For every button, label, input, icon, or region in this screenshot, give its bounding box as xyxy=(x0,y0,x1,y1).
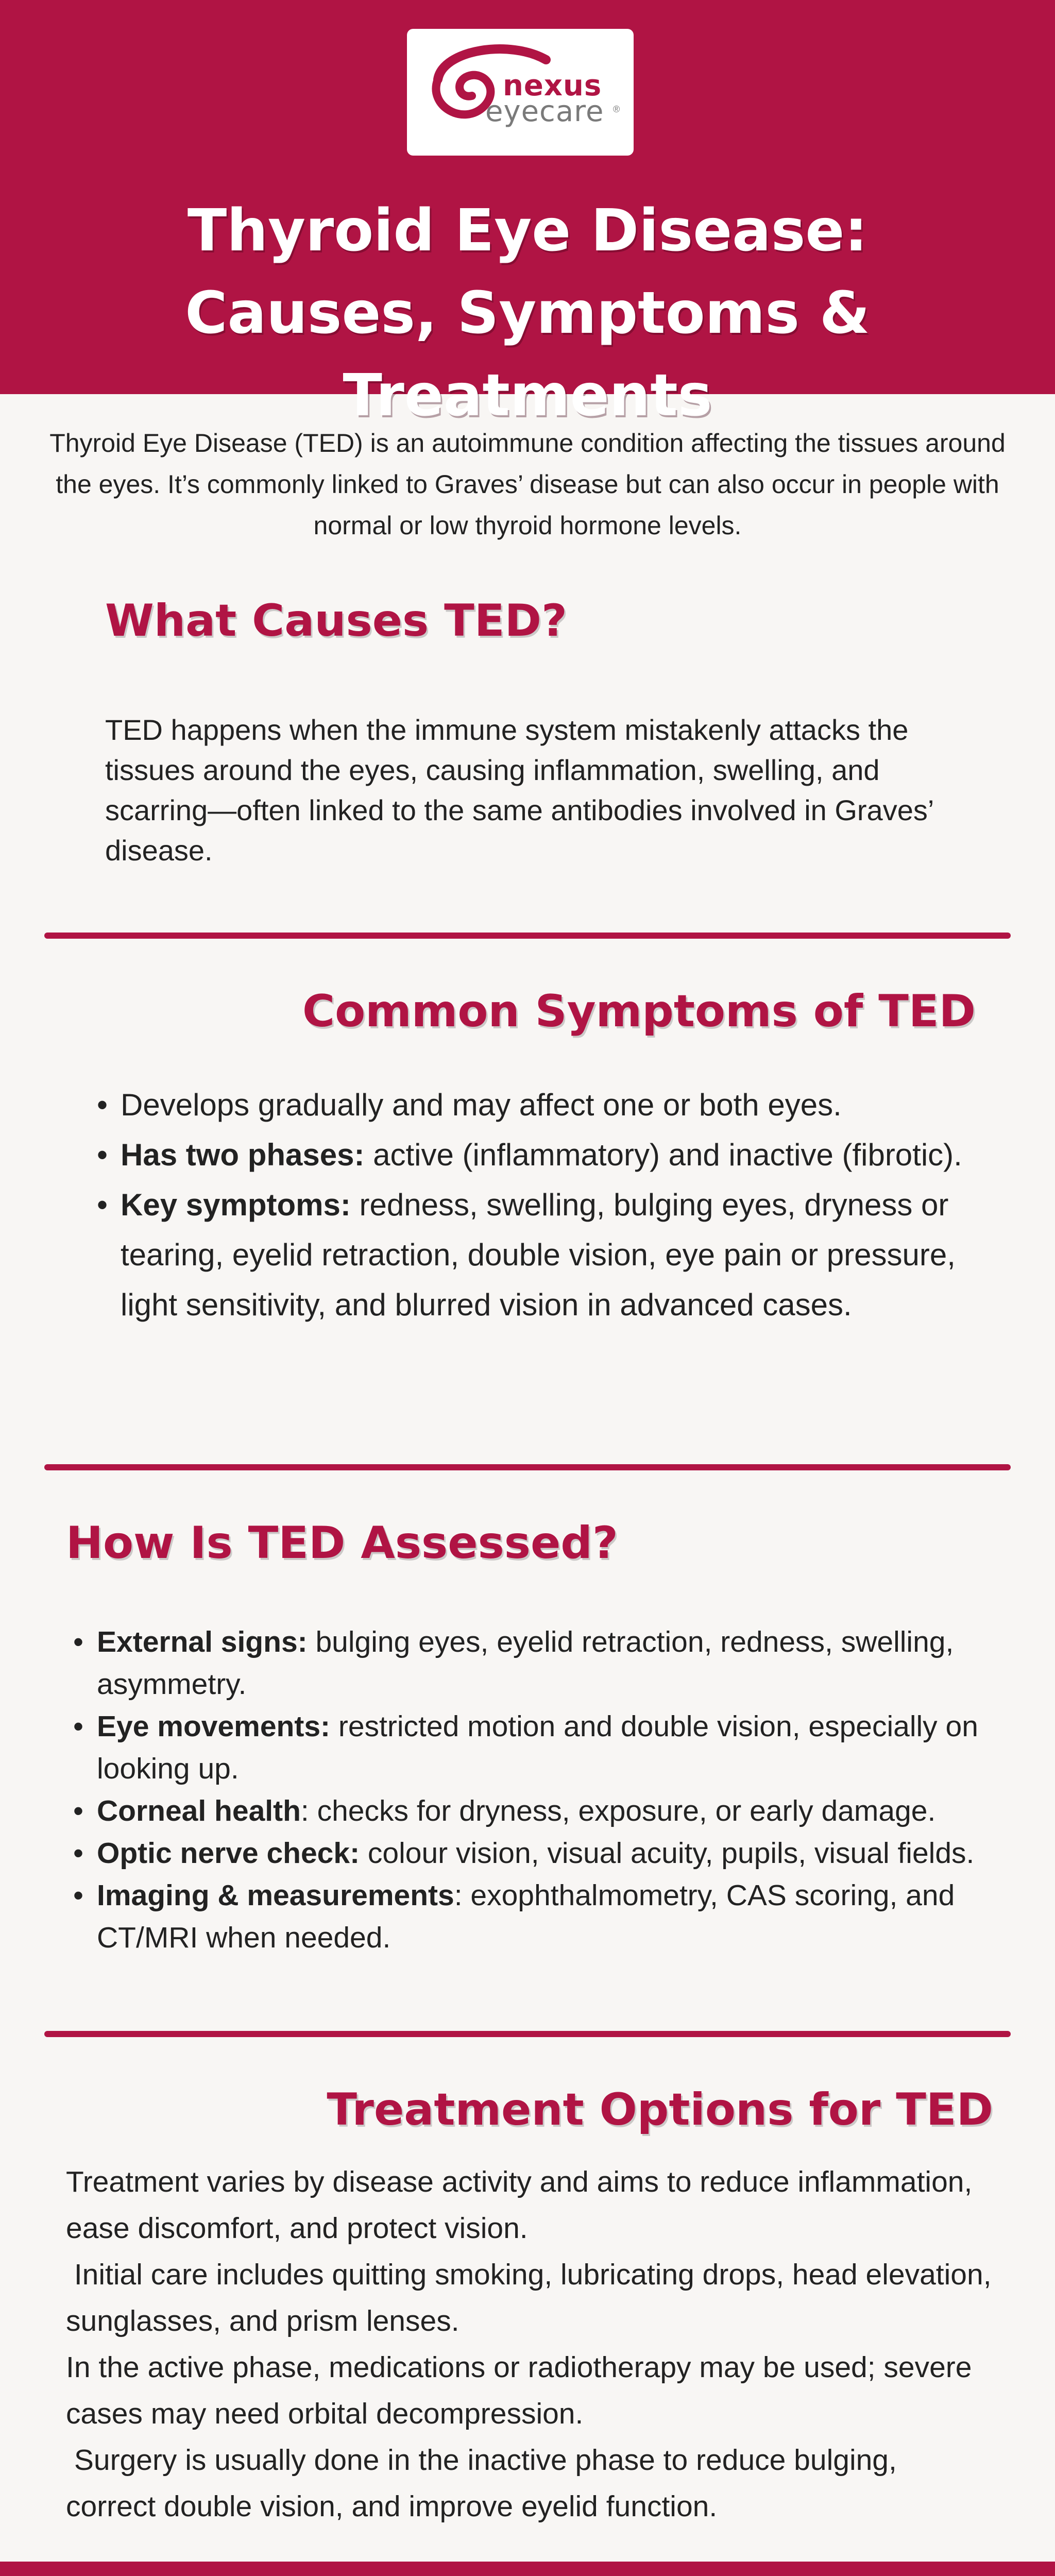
item-label: Eye movements: xyxy=(97,1710,331,1743)
bullet-icon: • xyxy=(73,1710,83,1743)
item-label: Optic nerve check: xyxy=(97,1837,360,1870)
section-divider xyxy=(44,1464,1011,1470)
list-item xyxy=(97,1180,965,1330)
symptoms-heading: Common Symptoms of TED xyxy=(302,986,976,1037)
item-label: Has two phases: xyxy=(121,1138,365,1172)
item-label: Key symptoms: xyxy=(121,1188,351,1222)
bullet-icon: • xyxy=(73,1794,83,1827)
logo-wordmark-eyecare: eyecare xyxy=(485,95,604,128)
bullet-icon: • xyxy=(73,1837,83,1870)
bullet-icon: • xyxy=(97,1138,108,1172)
item-text: : exophthalmometry, CAS scoring, and CT/MRI when needed. xyxy=(97,1879,955,1954)
list-item xyxy=(97,1130,965,1180)
treatment-paragraph: Treatment varies by disease activity and aims to reduce inflammation, ease discomfort, and protect vision. xyxy=(66,2165,973,2245)
item-text: redness, swelling, bulging eyes, dryness or tearing, eyelid retraction, double vision, eye pain or pressure, light sensitivity, and blurred vision in advanced cases. xyxy=(121,1188,956,1322)
treatment-heading: Treatment Options for TED xyxy=(327,2084,993,2136)
intro-paragraph: Thyroid Eye Disease (TED) is an autoimmune condition affecting the tissues around the eyes. It’s commonly linked to Graves’ disease but can also occur in people with normal or low thyroid hormone levels. xyxy=(49,429,1006,540)
item-text: : checks for dryness, exposure, or early damage. xyxy=(300,1794,936,1827)
list-item xyxy=(97,1080,965,1130)
item-text: colour vision, visual acuity, pupils, visual fields. xyxy=(360,1837,975,1870)
treatment-paragraph: Initial care includes quitting smoking, lubricating drops, head elevation, sunglasses, and prism lenses. xyxy=(66,2258,1000,2337)
bullet-icon: • xyxy=(73,1625,83,1658)
item-text: bulging eyes, eyelid retraction, redness, swelling, asymmetry. xyxy=(97,1625,954,1701)
bullet-icon: • xyxy=(73,1879,83,1912)
item-label: External signs: xyxy=(97,1625,308,1658)
item-text: active (inflammatory) and inactive (fibrotic). xyxy=(364,1138,962,1172)
causes-heading: What Causes TED? xyxy=(105,595,567,647)
registered-mark: ® xyxy=(613,104,620,114)
item-text: Develops gradually and may affect one or both eyes. xyxy=(121,1088,842,1122)
treatment-paragraph: In the active phase, medications or radiotherapy may be used; severe cases may need orbital decompression. xyxy=(66,2351,972,2430)
page-title: Thyroid Eye Disease: Causes, Symptoms & Treatments xyxy=(185,197,870,429)
list-item xyxy=(73,1832,1019,1874)
logo-wordmark-nexus: nexus xyxy=(503,69,602,103)
list-item xyxy=(73,1874,1019,1959)
symptoms-list xyxy=(97,1080,965,1330)
list-item xyxy=(73,1621,1019,1705)
header-banner xyxy=(0,0,1055,429)
causes-text: TED happens when the immune system mistakenly attacks the tissues around the eyes, causing inflammation, swelling, and scarring—often linked to the same antibodies involved in Graves’ disease. xyxy=(105,714,933,867)
section-divider xyxy=(44,933,1011,939)
treatment-paragraph: Surgery is usually done in the inactive phase to reduce bulging, correct double vision, and improve eyelid function. xyxy=(66,2444,905,2523)
bullet-icon: • xyxy=(97,1088,108,1122)
list-item xyxy=(73,1705,1019,1790)
bullet-icon: • xyxy=(97,1188,108,1222)
assessment-heading: How Is TED Assessed? xyxy=(66,1517,618,1569)
assessment-list xyxy=(73,1621,1019,1959)
item-label: Corneal health xyxy=(97,1794,301,1827)
footer-banner xyxy=(0,2562,1055,2576)
brand-logo[interactable] xyxy=(407,29,634,156)
section-divider xyxy=(44,2031,1011,2037)
list-item xyxy=(73,1790,1019,1832)
treatment-text xyxy=(66,2159,1000,2530)
item-label: Imaging & measurements xyxy=(97,1879,454,1912)
item-text: restricted motion and double vision, especially on looking up. xyxy=(97,1710,978,1785)
